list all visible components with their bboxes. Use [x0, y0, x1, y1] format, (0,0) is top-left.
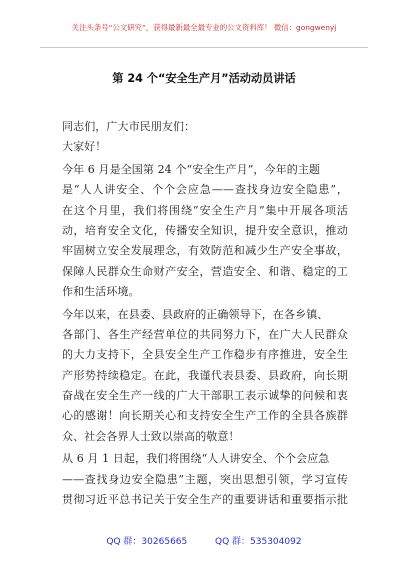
header-banner: 关注头条号“公文研究”，获得最新最全最专业的公文资料库！ 微信：gongwenyj — [71, 23, 337, 32]
qq-group-2: QQ 群：535304092 — [215, 537, 302, 547]
document-title: 第 24 个“安全生产月”活动动员讲话 — [112, 72, 296, 85]
paragraph-line: 保障人民群众生命财产安全，营造安全、和谐、稳定的工 — [62, 264, 348, 278]
footer-contact — [0, 534, 408, 547]
paragraph-line: 的大力支持下，全县安全生产工作稳步有序推进，安全生 — [62, 348, 348, 362]
paragraph-line: 心的感谢！向长期关心和支持安全生产工作的全县各族群 — [62, 409, 348, 423]
paragraph-line: 从 6 月 1 日起，我们将围绕“人人讲安全、个个会应急 — [62, 452, 330, 466]
paragraph-line: 今年以来，在县委、县政府的正确领导下，在各乡镇、 — [62, 307, 329, 321]
greeting: 大家好！ — [62, 140, 107, 154]
paragraph-1 — [62, 160, 348, 303]
salutation: 同志们，广大市民朋友们： — [62, 120, 196, 133]
paragraph-line: 奋战在安全生产一线的广大干部职工表示诚挚的问候和衷 — [62, 389, 348, 403]
document-body — [62, 117, 348, 510]
paragraph-3 — [62, 449, 348, 510]
header-divider — [40, 47, 368, 48]
paragraph-line: 今年 6 月是全国第 24 个“安全生产月”，今年的主题 — [62, 162, 321, 176]
paragraph-line: ——查找身边安全隐患”主题，突出思想引领，学习宣传 — [62, 472, 348, 486]
qq-group-1: QQ 群：30265665 — [106, 537, 188, 547]
paragraph-line: 牢固树立安全发展理念，有效防范和减少生产安全事故， — [62, 244, 348, 258]
paragraph-line: 产形势持续稳定。在此，我谨代表县委、县政府，向长期 — [62, 368, 348, 382]
paragraph-line: 作和生活环境。 — [62, 285, 140, 299]
paragraph-2 — [62, 305, 348, 448]
paragraph-line: 各部门、各生产经营单位的共同努力下，在广大人民群众 — [62, 327, 348, 341]
paragraph-line: 在这个月里，我们将围绕“安全生产月”集中开展各项活 — [62, 203, 348, 217]
paragraph-line: 是“人人讲安全、个个会应急——查找身边安全隐患”， — [62, 183, 348, 197]
paragraph-line: 动，培育安全文化，传播安全知识，提升安全意识，推动 — [62, 223, 348, 237]
paragraph-line: 众、社会各界人士致以崇高的敬意！ — [62, 429, 240, 443]
paragraph-line: 贯彻习近平总书记关于安全生产的重要讲话和重要指示批 — [62, 493, 348, 507]
